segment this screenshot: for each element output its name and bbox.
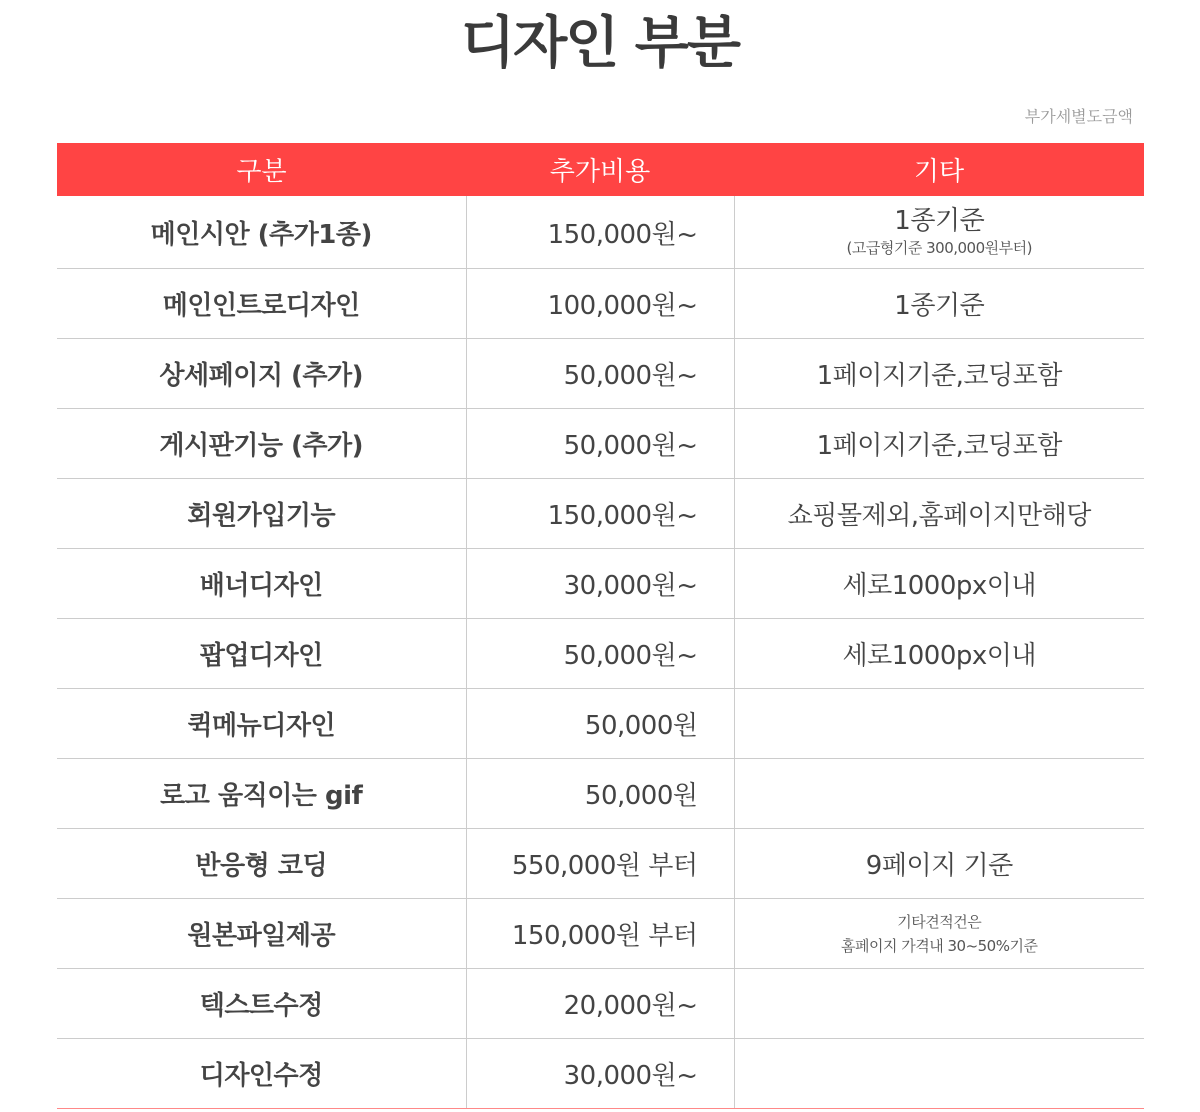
row-cost: 50,000원~ (466, 339, 734, 409)
row-note: 1페이지기준,코딩포함 (734, 409, 1144, 479)
table-row (57, 549, 1144, 619)
row-cost: 30,000원~ (466, 1039, 734, 1109)
row-category: 팝업디자인 (57, 619, 466, 689)
row-cost: 50,000원 (466, 689, 734, 759)
row-note-line1: 기타견적건은 (897, 912, 982, 931)
price-table (57, 143, 1144, 1109)
row-category: 로고 움직이는 gif (57, 759, 466, 829)
table-row (57, 969, 1144, 1039)
row-note (734, 1039, 1144, 1109)
row-category: 회원가입기능 (57, 479, 466, 549)
row-cost: 100,000원~ (466, 269, 734, 339)
row-note (734, 759, 1144, 829)
table-row (57, 689, 1144, 759)
table-row (57, 479, 1144, 549)
table-row (57, 196, 1144, 269)
table-row (57, 1039, 1144, 1109)
row-note (734, 689, 1144, 759)
row-cost: 20,000원~ (466, 969, 734, 1039)
row-cost: 50,000원~ (466, 619, 734, 689)
row-note-line2: 홈페이지 가격내 30~50%기준 (841, 936, 1038, 955)
table-row (57, 829, 1144, 899)
row-note: 1종기준 (734, 269, 1144, 339)
header-note: 기타 (734, 143, 1144, 196)
row-category: 상세페이지 (추가) (57, 339, 466, 409)
header-cost: 추가비용 (466, 143, 734, 196)
table-row (57, 339, 1144, 409)
row-note-sub: (고급형기준 300,000원부터) (846, 239, 1032, 257)
table-header-row (57, 143, 1144, 196)
row-cost: 550,000원 부터 (466, 829, 734, 899)
row-note (734, 196, 1144, 269)
row-note: 쇼핑몰제외,홈페이지만해당 (734, 479, 1144, 549)
table-row (57, 759, 1144, 829)
row-category: 배너디자인 (57, 549, 466, 619)
row-category: 디자인수정 (57, 1039, 466, 1109)
row-category: 반응형 코딩 (57, 829, 466, 899)
table-row (57, 409, 1144, 479)
row-cost: 50,000원 (466, 759, 734, 829)
row-cost: 150,000원 부터 (466, 899, 734, 969)
table-row (57, 269, 1144, 339)
row-category: 메인인트로디자인 (57, 269, 466, 339)
row-category: 메인시안 (추가1종) (57, 196, 466, 269)
row-note (734, 899, 1144, 969)
row-category: 퀵메뉴디자인 (57, 689, 466, 759)
row-category: 텍스트수정 (57, 969, 466, 1039)
row-note: 1페이지기준,코딩포함 (734, 339, 1144, 409)
row-cost: 150,000원~ (466, 479, 734, 549)
row-cost: 30,000원~ (466, 549, 734, 619)
row-note: 9페이지 기준 (734, 829, 1144, 899)
table-row (57, 619, 1144, 689)
row-category: 원본파일제공 (57, 899, 466, 969)
header-category: 구분 (57, 143, 466, 196)
row-cost: 150,000원~ (466, 196, 734, 269)
row-note (734, 969, 1144, 1039)
vat-note: 부가세별도금액 (1024, 107, 1133, 126)
page-title: 디자인 부분 (461, 11, 739, 76)
row-cost: 50,000원~ (466, 409, 734, 479)
row-note: 세로1000px이내 (734, 619, 1144, 689)
row-note: 세로1000px이내 (734, 549, 1144, 619)
row-note-main: 1종기준 (894, 206, 985, 236)
row-category: 게시판기능 (추가) (57, 409, 466, 479)
table-row (57, 899, 1144, 969)
